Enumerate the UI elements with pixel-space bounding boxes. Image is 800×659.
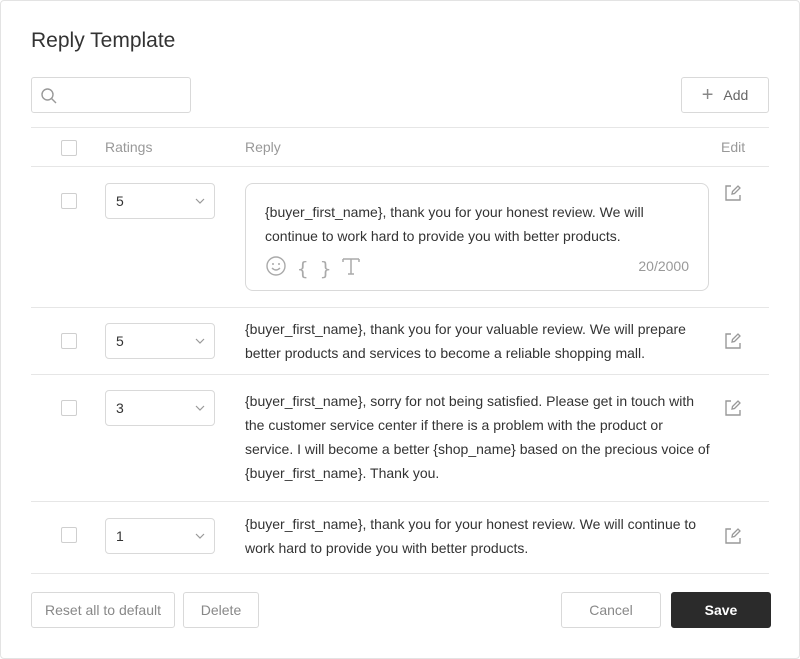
rating-select[interactable]	[105, 323, 215, 359]
edit-icon[interactable]	[723, 398, 743, 423]
add-button[interactable]	[681, 77, 769, 113]
rating-value: 5	[116, 333, 124, 349]
emoji-icon[interactable]	[265, 255, 287, 282]
edit-icon[interactable]	[723, 183, 743, 208]
divider	[31, 573, 769, 574]
reply-text: {buyer_first_name}, sorry for not being satisfied. Please get in touch with the customer service center if there is a problem with the product or service. I will become a better {shop_name} based on the precious voice of {buyer_first_name}. Thank you.	[245, 393, 710, 481]
plus-icon: +	[701, 84, 714, 106]
rating-value: 3	[116, 400, 124, 416]
edit-icon[interactable]	[723, 331, 743, 356]
reply-text: {buyer_first_name}, thank you for your honest review. We will continue to work hard to provide you with better products.	[245, 516, 697, 556]
header-ratings: Ratings	[105, 139, 153, 155]
select-all-checkbox[interactable]	[61, 140, 77, 156]
row-checkbox[interactable]	[61, 193, 77, 209]
header-reply: Reply	[245, 139, 281, 155]
chevron-down-icon	[195, 338, 205, 344]
text-format-icon[interactable]	[341, 256, 361, 281]
char-counter: 20/2000	[638, 258, 689, 274]
divider	[31, 166, 769, 167]
reply-editor[interactable]	[245, 183, 709, 291]
edit-icon[interactable]	[723, 526, 743, 551]
dialog-title: Reply Template	[31, 29, 176, 52]
search-input[interactable]	[62, 79, 186, 111]
row-checkbox[interactable]	[61, 527, 77, 543]
row-checkbox[interactable]	[61, 333, 77, 349]
braces-icon[interactable]: { }	[297, 257, 332, 280]
reply-editor-text[interactable]: {buyer_first_name}, thank you for your honest review. We will continue to work hard to provide you with better products.	[265, 204, 644, 244]
divider	[31, 374, 769, 375]
cancel-button[interactable]: Cancel	[561, 592, 661, 628]
add-button-label: Add	[723, 87, 749, 103]
chevron-down-icon	[195, 198, 205, 204]
search-box[interactable]	[31, 77, 191, 113]
divider	[31, 307, 769, 308]
rating-select[interactable]	[105, 183, 215, 219]
rating-select[interactable]	[105, 390, 215, 426]
chevron-down-icon	[195, 405, 205, 411]
search-icon	[40, 87, 58, 105]
delete-button[interactable]: Delete	[183, 592, 259, 628]
save-button[interactable]: Save	[671, 592, 771, 628]
rating-value: 1	[116, 528, 124, 544]
divider	[31, 501, 769, 502]
row-checkbox[interactable]	[61, 400, 77, 416]
rating-value: 5	[116, 193, 124, 209]
reply-text: {buyer_first_name}, thank you for your valuable review. We will prepare better products and services to become a reliable shopping mall.	[245, 321, 686, 361]
rating-select[interactable]	[105, 518, 215, 554]
divider	[31, 127, 769, 128]
reset-all-button[interactable]: Reset all to default	[31, 592, 175, 628]
chevron-down-icon	[195, 533, 205, 539]
header-edit: Edit	[721, 139, 746, 155]
